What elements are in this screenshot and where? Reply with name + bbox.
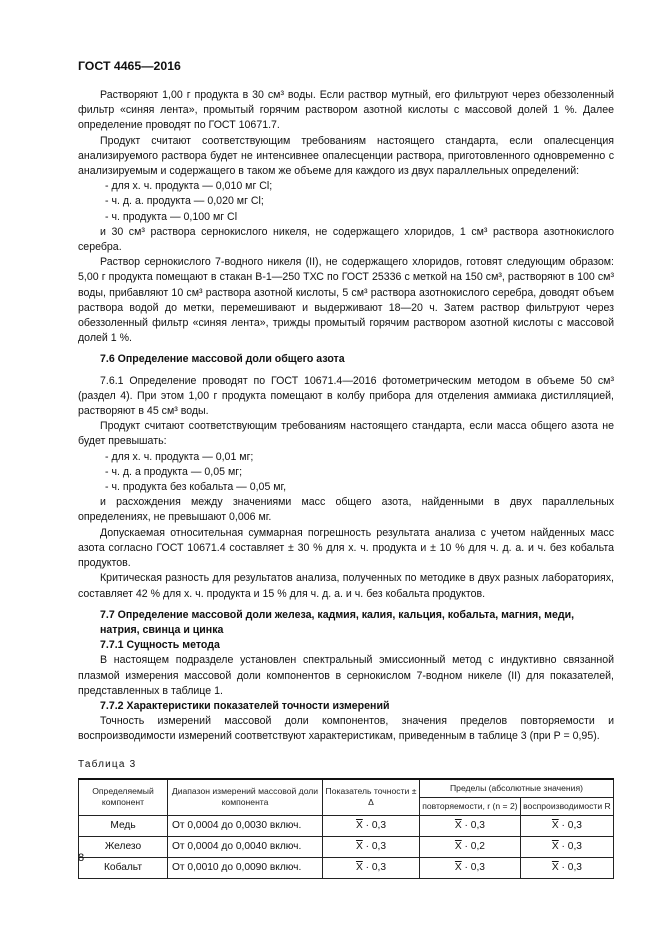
paragraph: Точность измерений массовой доли компонентов, значения пределов повторяемости и воспроизводимости измерений соответствуют характеристикам, приведенным в таблице 3 (при P = 0,95). [78,715,614,743]
cell-accuracy: $\overline{X} \cdot 0,3$ [323,836,420,857]
col-header-limits: Пределы (абсолютные значения) [420,779,614,798]
col-header-repeatability: повторяемости, r (n = 2) [420,797,521,815]
cell-reproducibility: $\overline{X} \cdot 0,3$ [520,815,613,836]
list-item: - ч. д. а продукта — 0,05 мг; [105,465,243,478]
cell-range: От 0,0004 до 0,0030 включ. [168,815,323,836]
list-item: - для х. ч. продукта — 0,01 мг; [105,450,254,463]
accuracy-table [78,778,614,879]
cell-reproducibility: $\overline{X} \cdot 0,3$ [520,836,613,857]
col-header-accuracy: Показатель точности ± Δ [323,779,420,816]
col-header-range: Диапазон измерений массовой доли компонента [168,779,323,816]
paragraph: и расхождения между значениями масс общего азота, найденными в двух параллельных определениях, не превышают 0,006 мг. [78,496,614,524]
col-header-reproducibility: воспроизводимости R [520,797,613,815]
table-row [79,836,614,857]
cell-accuracy: $\overline{X} \cdot 0,3$ [323,815,420,836]
cell-reproducibility: $\overline{X} \cdot 0,3$ [520,857,613,878]
paragraph: Растворяют 1,00 г продукта в 30 см³ воды. Если раствор мутный, его фильтруют через обеззоленный фильтр «синяя лента», промытый горячим раствором азотной кислоты с массовой долей 1 %. Далее определение проводят по ГОСТ 10671.7. [78,89,614,132]
table-row [79,857,614,878]
page-number: 8 [78,852,85,864]
cell-range: От 0,0010 до 0,0090 включ. [168,857,323,878]
table-row [79,815,614,836]
paragraph: Продукт считают соответствующим требованиям настоящего стандарта, если масса общего азота не будет превышать: [78,420,614,448]
cell-component: Кобальт [79,857,168,878]
paragraph: и 30 см³ раствора сернокислого никеля, не содержащего хлоридов, 1 см³ раствора азотнокислого серебра. [78,225,614,254]
list-item: - ч. продукта без кобальта — 0,05 мг, [105,481,287,494]
subsection-heading-7-7-1: 7.7.1 Сущность метода [100,639,220,652]
list-item: - для х. ч. продукта — 0,010 мг Cl; [105,180,273,193]
paragraph: Допускаемая относительная суммарная погрешность результата анализа с учетом найденных масс азота согласно ГОСТ 10671.4 составляет ± 30 % для х. ч. продукта и ± 10 % для ч. д. а. и ч. без кобальта продуктов. [78,526,614,570]
document-header: ГОСТ 4465—2016 [78,59,181,73]
cell-range: От 0,0004 до 0,0040 включ. [168,836,323,857]
page-body [78,88,614,879]
cell-repeatability: $\overline{X} \cdot 0,3$ [420,815,521,836]
paragraph: 7.6.1 Определение проводят по ГОСТ 10671.4—2016 фотометрическим методом в объеме 50 см³ (раздел 4). При этом 1,00 г продукта помещают в колбу прибора для отделения аммиака дистилляцией, растворяют в 45 см³ воды. [78,374,614,418]
cell-repeatability: $\overline{X} \cdot 0,3$ [420,857,521,878]
paragraph: Критическая разность для результатов анализа, полученных по методике в двух разных лабораториях, составляет 42 % для х. ч. продукта и 15 % для ч. д. а. и ч. без кобальта продуктов. [78,572,614,600]
list-item: - ч. д. а. продукта — 0,020 мг Cl; [105,195,264,208]
cell-accuracy: $\overline{X} \cdot 0,3$ [323,857,420,878]
cell-component: Медь [79,815,168,836]
cell-repeatability: $\overline{X} \cdot 0,2$ [420,836,521,857]
paragraph: Раствор сернокислого 7-водного никеля (II), не содержащего хлоридов, готовят следующим образом: 5,00 г продукта помещают в стакан В-1—250 ТХС по ГОСТ 25336 с меткой на 150 см³, растворяют в 100 см³ воды, прибавляют 10 см³ раствора азотной кислоты, 5 см³ раствора азотнокислого серебра, доводят объем раствора водой до метки, перемешивают и выдерживают 18—20 ч. Затем раствор фильтруют через обеззоленный фильтр «синяя лента», трижды промытый горячим раствором азотной кислоты с массовой долей 1 %. [78,256,614,345]
paragraph: Продукт считают соответствующим требованиям настоящего стандарта, если опалесценция анализируемого раствора будет не интенсивнее опалесценции раствора, приготовленного одновременно с анализируемым и содержащего в таком же объеме для каждого из двух параллельных определений: [78,134,614,178]
table-caption: Таблица 3 [78,758,137,770]
section-heading-7-6: 7.6 Определение массовой доли общего азота [100,353,345,366]
paragraph: В настоящем подразделе установлен спектральный эмиссионный метод с индуктивно связанной плазмой измерения массовой доли компонентов в сернокислом 7-водном никеле (II) для показателей, представленных в таблице 1. [78,654,614,697]
subsection-heading-7-7-2: 7.7.2 Характеристики показателей точности измерений [100,699,390,712]
col-header-component: Определяемый компонент [79,779,168,816]
section-heading-7-7: 7.7 Определение массовой доли железа, кадмия, калия, кальция, кобальта, магния, меди, натрия, свинца и цинка [100,608,575,636]
cell-component: Железо [79,836,168,857]
list-item: - ч. продукта — 0,100 мг Cl [105,210,238,223]
